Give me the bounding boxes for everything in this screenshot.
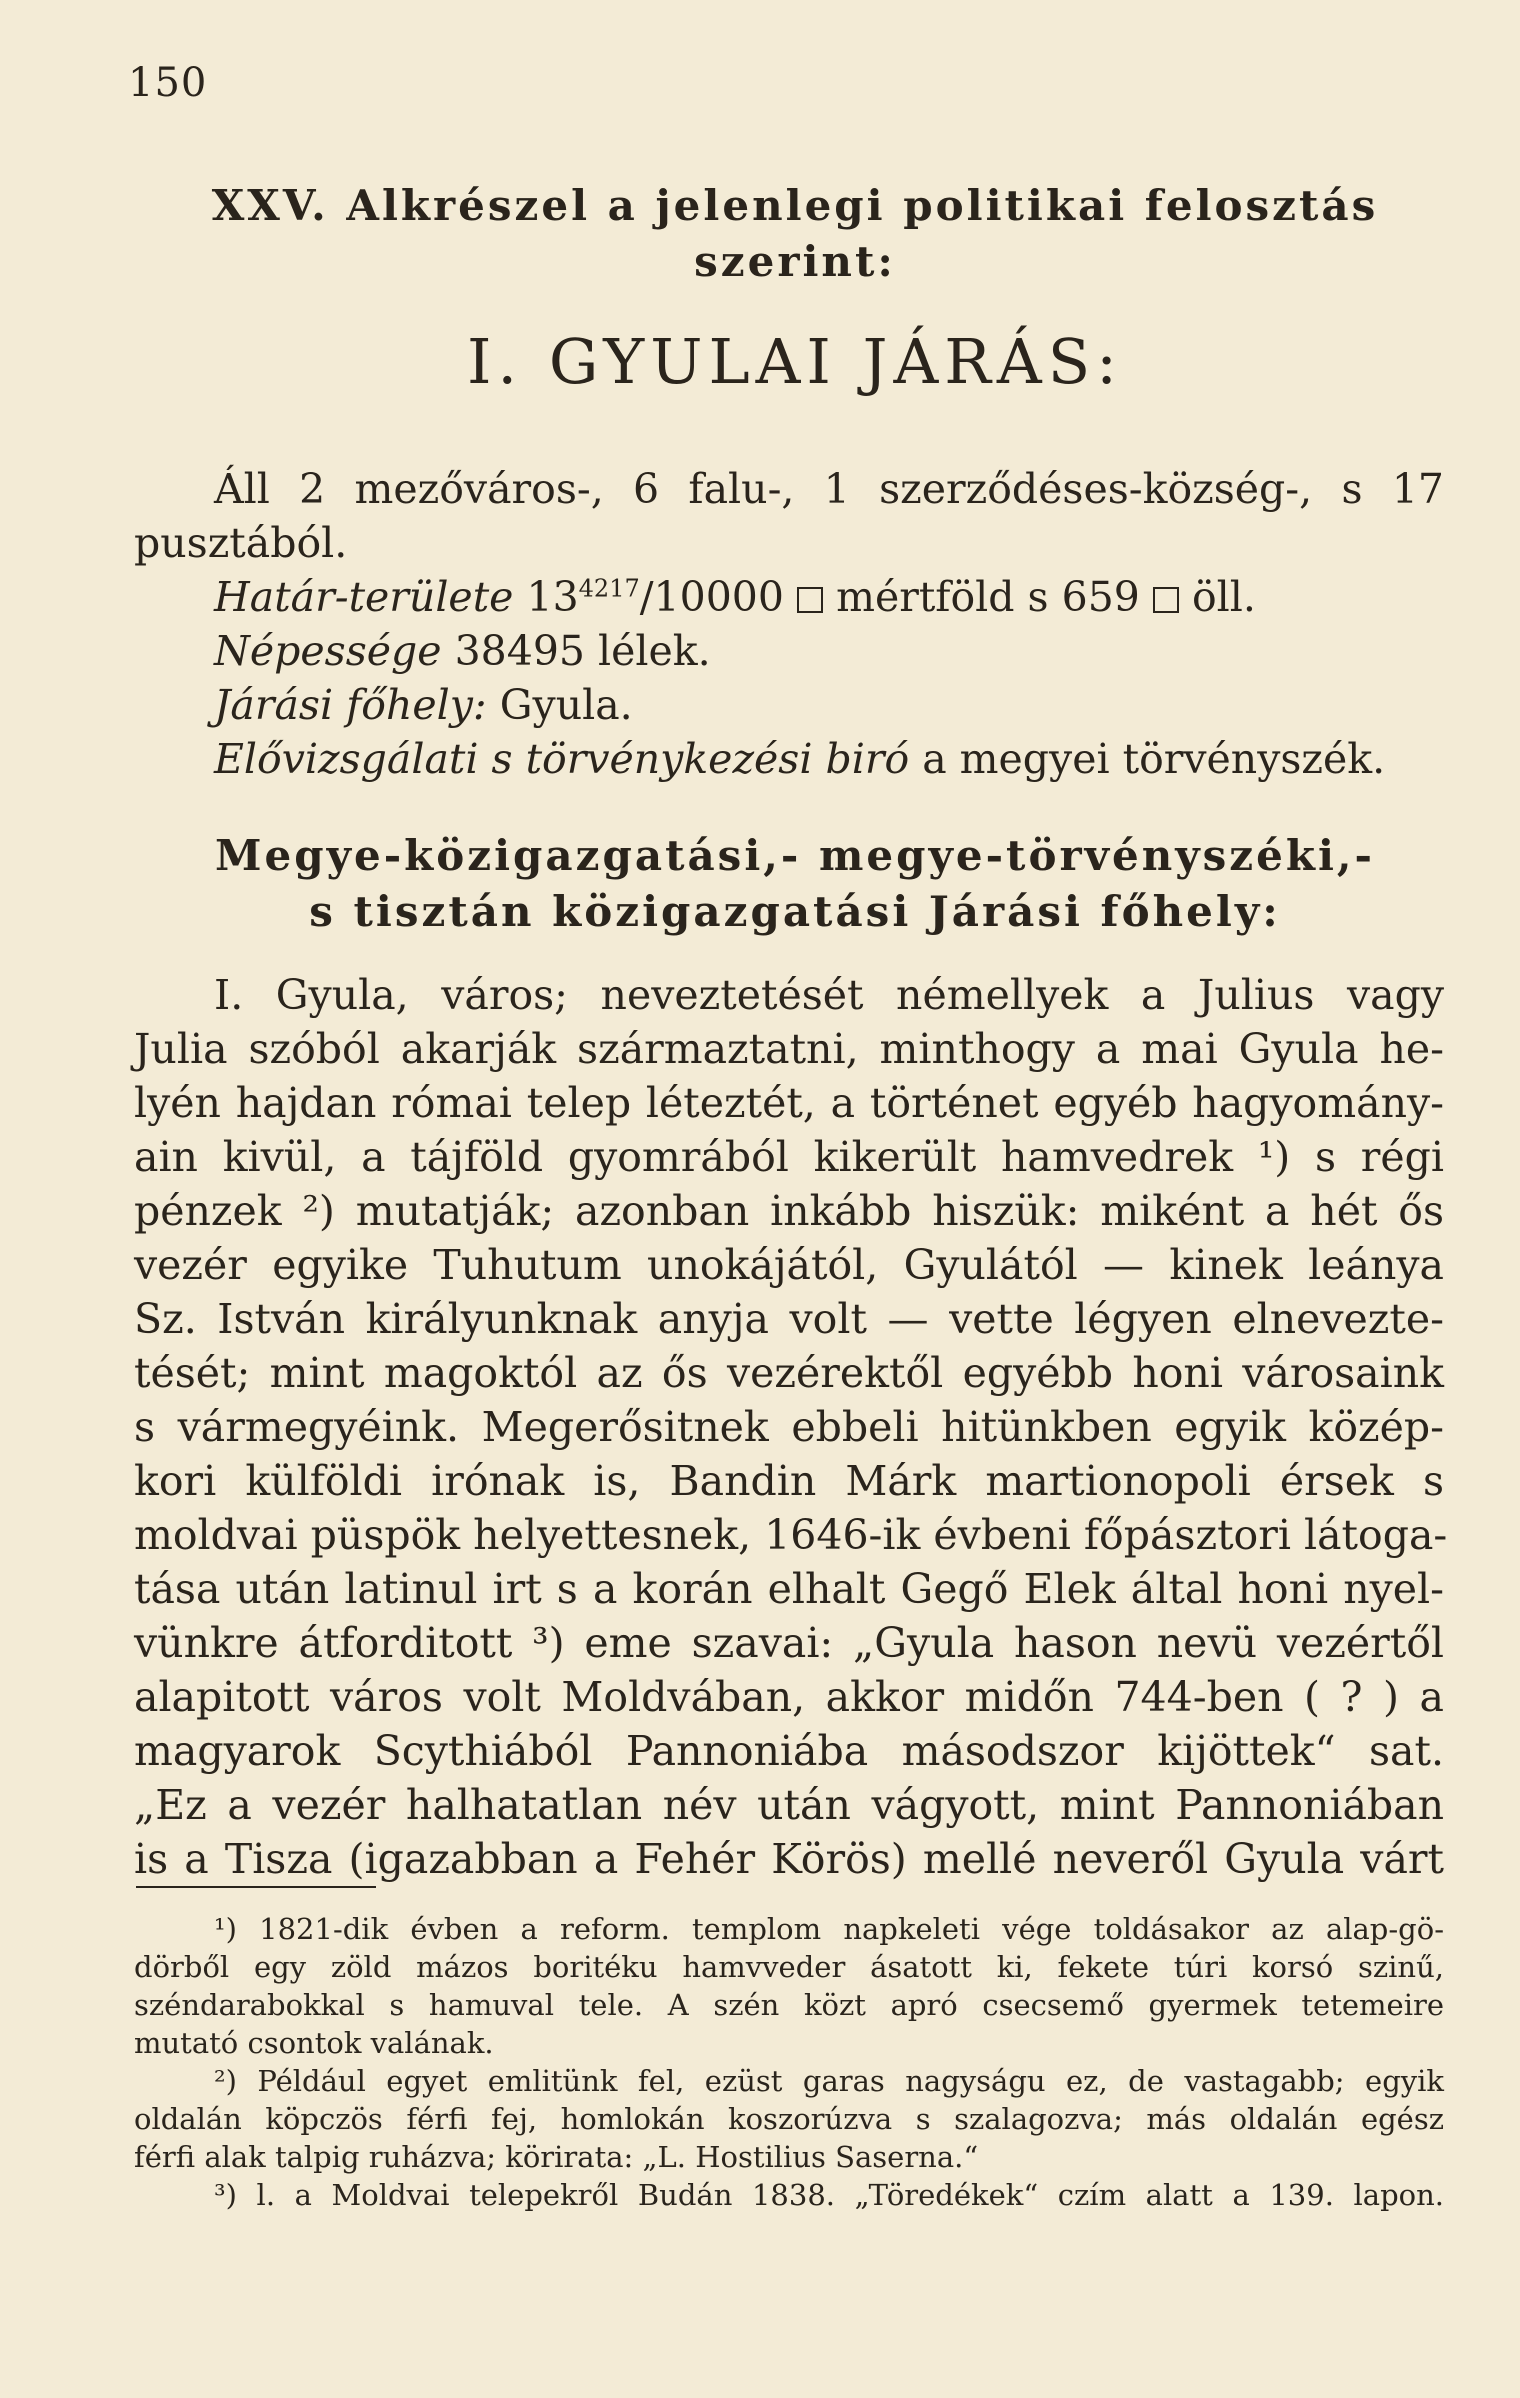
footnote-line: ³) l. a Moldvai telepekről Budán 1838. „Töredékek“ czím alatt a 139. lapon. — [214, 2178, 1444, 2212]
footnote-line: ¹) 1821-dik évben a reform. templom napkeleti vége toldásakor az alap-gö- — [214, 1912, 1444, 1946]
paragraph-line: I. Gyula, város; neveztetését némellyek a Julius vagy — [214, 971, 1444, 1019]
area-line — [134, 570, 1444, 624]
area-unit-2: öll. — [1191, 573, 1256, 621]
paragraph-line: alapitott város volt Moldvában, akkor midőn 744-ben ( ? ) a — [134, 1673, 1444, 1721]
paragraph-line: Sz. István királyunknak anyja volt — vette légyen elnevezte- — [134, 1295, 1444, 1343]
population-line — [134, 624, 1444, 678]
footnote-line: széndarabokkal s hamuval tele. A szén közt apró csecsemő gyermek tetemeire — [134, 1988, 1444, 2022]
admin-title-line-2: s tisztán közigazgatási Járási főhely: — [309, 887, 1281, 936]
paragraph-line: Julia szóból akarják származtatni, minthogy a mai Gyula he- — [134, 1025, 1444, 1073]
admin-title-line-1: Megye-közigazgatási,- megye-törvényszéki,- — [215, 831, 1375, 880]
paragraph-line: ain kivül, a tájföld gyomrából kikerült hamvedrek ¹) s régi — [134, 1133, 1444, 1181]
paragraph-line: vünkre átforditott ³) eme szavai: „Gyula hason nevü vezértől — [134, 1619, 1444, 1667]
paragraph-line: tása után latinul irt s a korán elhalt Gegő Elek által honi nyel- — [134, 1565, 1444, 1613]
footnote-divider — [136, 1886, 376, 1888]
main-paragraph — [134, 968, 1448, 1886]
area-unit-1: mértföld s 659 — [836, 573, 1140, 621]
intro-line-2: pusztából. — [134, 519, 348, 567]
judge-label: Elővizsgálati s törvénykezési biró — [214, 735, 910, 783]
page-number: 150 — [128, 60, 208, 106]
paragraph-line: moldvai püspök helyettesnek, 1646-ik évbeni főpásztori látoga- — [134, 1511, 1448, 1559]
judge-value: a megyei törvényszék. — [922, 735, 1386, 783]
intro-line-1: Áll 2 mezőváros-, 6 falu-, 1 szerződéses-község-, s 17 — [214, 465, 1444, 513]
seat-line — [134, 678, 1444, 732]
paragraph-line: lyén hajdan római telep léteztét, a történet egyéb hagyomány- — [134, 1079, 1444, 1127]
square-symbol-icon — [1153, 587, 1179, 613]
paragraph-line: is a Tisza (igazabban a Fehér Körös) mellé neveről Gyula várt — [134, 1835, 1444, 1883]
population-value: 38495 lélek. — [454, 627, 711, 675]
paragraph-line: tését; mint magoktól az ős vezérektől egyébb honi városaink — [134, 1349, 1444, 1397]
paragraph-line: pénzek ²) mutatják; azonban inkább hiszük: miként a hét ős — [134, 1187, 1444, 1235]
area-value: 13 — [526, 573, 579, 621]
area-sup: 4217 — [578, 574, 640, 603]
footnote-line: férfi alak talpig ruházva; körirata: „L. Hostilius Saserna.“ — [134, 2140, 979, 2174]
footnotes — [134, 1910, 1444, 2214]
area-frac: /10000 — [639, 573, 784, 621]
footnote-line: dörből egy zöld mázos boritéku hamvveder ásatott ki, fekete túri korsó szinű, — [134, 1950, 1444, 1984]
district-intro — [134, 462, 1444, 786]
area-label: Határ-területe — [214, 573, 514, 621]
admin-title — [130, 828, 1460, 940]
population-label: Népessége — [214, 627, 442, 675]
paragraph-line: s vármegyéink. Megerősitnek ebbeli hitünkben egyik közép- — [134, 1403, 1444, 1451]
section-title: XXV. Alkrészel a jelenlegi politikai felosztás szerint: — [211, 181, 1379, 286]
footnote-line: oldalán köpczös férfi fej, homlokán koszorúzva s szalagozva; más oldalán egész — [134, 2102, 1444, 2136]
district-title: I. GYULAI JÁRÁS: — [466, 325, 1124, 398]
square-symbol-icon — [797, 587, 823, 613]
footnote-line: ²) Például egyet emlitünk fel, ezüst garas nagyságu ez, de vastagabb; egyik — [214, 2064, 1444, 2098]
paragraph-line: magyarok Scythiából Pannoniába másodszor kijöttek“ sat. — [134, 1727, 1444, 1775]
paragraph-line: kori külföldi irónak is, Bandin Márk martionopoli érsek s — [134, 1457, 1444, 1505]
seat-label: Járási főhely: — [214, 681, 487, 729]
paragraph-line: vezér egyike Tuhutum unokájától, Gyulától — kinek leánya — [134, 1241, 1444, 1289]
judge-line — [134, 732, 1444, 786]
paragraph-line: „Ez a vezér halhatatlan név után vágyott, mint Pannoniában — [134, 1781, 1444, 1829]
footnote-line: mutató csontok valának. — [134, 2026, 494, 2060]
seat-value: Gyula. — [499, 681, 633, 729]
